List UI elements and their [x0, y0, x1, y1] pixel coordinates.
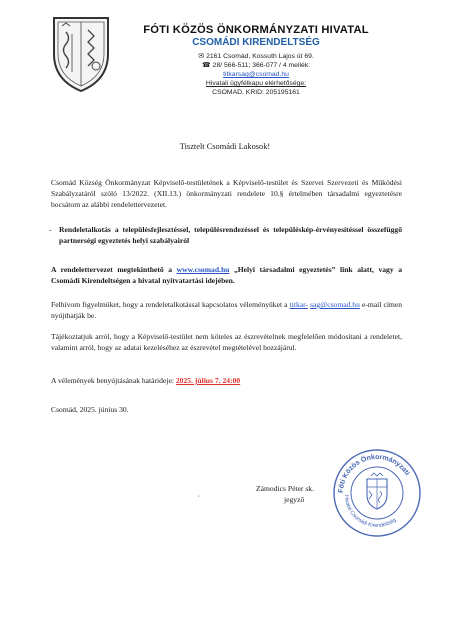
deadline-prefix: A vélemények benyújtásának határideje:: [51, 376, 174, 385]
place-date: Csomád, 2025. június 30.: [51, 405, 129, 414]
stray-mark: ,: [198, 492, 200, 498]
draft-regulation-title: Rendeletalkotás a településfejlesztéssel, településrendezéssel és településkép-érvényesítéssel összefüggő partnerségi egyeztetés helyi szabályairól: [59, 225, 402, 245]
envelope-icon: ✉: [198, 53, 205, 60]
address-line: [136, 52, 376, 61]
phone-text: 28/ 566-511; 366-077 / 4 mellék:: [212, 62, 311, 69]
signer-name: Zámodics Péter sk.: [256, 484, 314, 493]
contact-email-link-part1[interactable]: titkar-: [289, 300, 309, 309]
stamp-ring-text: Főti Közös Önkormányzati: [337, 453, 411, 494]
draft-regulation-item: [49, 224, 402, 246]
signature-block: [256, 483, 366, 505]
email-line: [136, 70, 376, 79]
phone-icon: ☎: [201, 62, 211, 69]
info-paragraph: Tájékoztatjuk arról, hogy a Képviselő-testület nem köteles az észrevételnek megfelelően módosítani a rendeletet, valamint arról, hogy az adatai kezeléséhez az észrevétel megtételével hozzájárul.: [51, 332, 402, 352]
portal-label: Hivatali ügyfélkapu elérhetősége:: [205, 80, 307, 87]
availability-prefix: A rendelettervezet megtekinthető a: [51, 265, 173, 274]
contact-paragraph: [51, 299, 402, 321]
contact-prefix: Felhívom figyelmüket, hogy a rendeletalkotással kapcsolatos véleményüket a: [51, 300, 288, 309]
deadline-line: [51, 375, 402, 386]
intro-paragraph: Csomád Község Önkormányzat Képviselő-testületének a Képviselő-testület és Szervei Szervezeti és Működési Szabályzatáról szóló 13/2022. (XII.13.) önkormányzati rendelete 10.§ értelmében társadalmi egyeztetésre bocsátom az alábbi rendelettervezetet.: [51, 178, 402, 209]
phone-line: [136, 61, 376, 70]
stamp-bottom-text: Hivatal Csomádi Kirendeltség: [342, 494, 398, 530]
greeting: Tisztelt Csomádi Lakosok!: [179, 142, 271, 151]
office-title: FÓTI KÖZÖS ÖNKORMÁNYZATI HIVATAL: [143, 24, 369, 36]
krid-line: CSOMAD, KRID: 205195161: [212, 89, 300, 96]
signer-title: jegyző: [284, 495, 305, 504]
office-subtitle: CSOMÁDI KIRENDELTSÉG: [192, 37, 320, 48]
stamp-coat-of-arms: [367, 473, 387, 509]
deadline-value: 2025. július 7. 24:00: [175, 376, 241, 385]
contact-email-link-part2[interactable]: sag@csomad.hu: [310, 300, 360, 309]
availability-suffix: „Helyi társadalmi egyeztetés” link alatt, vagy a Csomádi Kirendeltségen a hivatal nyitvatartási idejében.: [51, 265, 402, 285]
contact-suffix: e-mail címen nyújthatják be.: [51, 300, 403, 320]
email-link[interactable]: titkarsag@csomad.hu: [223, 71, 289, 78]
address-text: 2161 Csomád, Kossuth Lajos út 69.: [206, 53, 314, 60]
letterhead: [136, 24, 376, 97]
bullet-dash: -: [49, 225, 52, 234]
coat-of-arms-logo: [48, 14, 114, 94]
availability-paragraph: [51, 264, 402, 286]
website-link[interactable]: www.csomad.hu: [176, 265, 230, 274]
